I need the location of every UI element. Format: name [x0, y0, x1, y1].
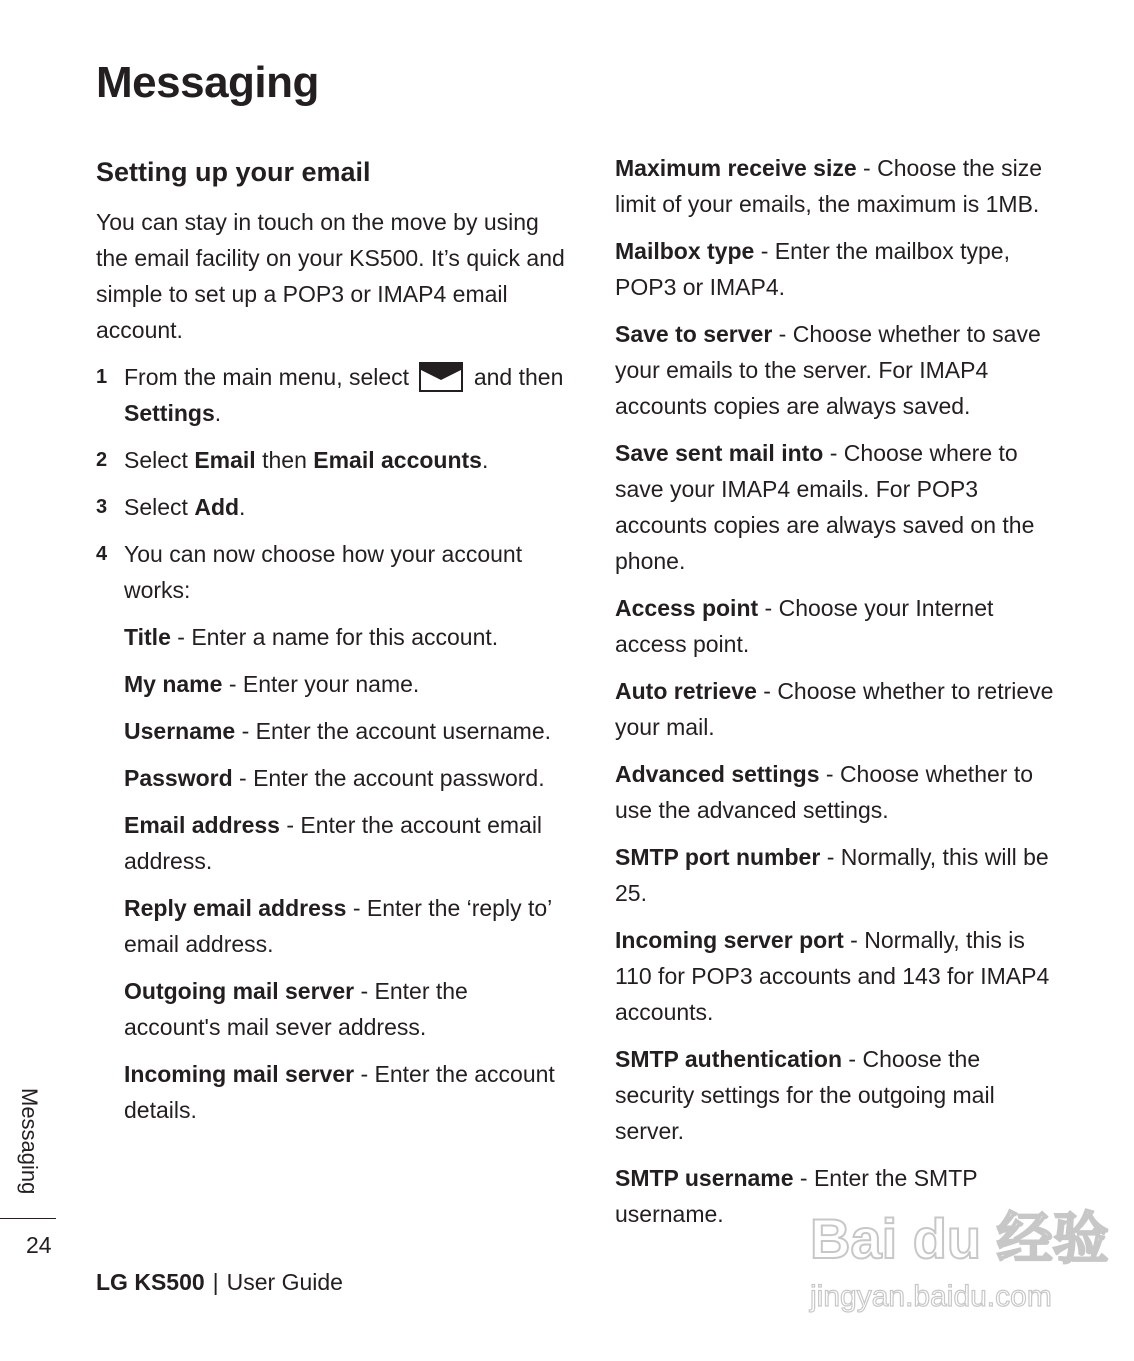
field-entry [124, 1056, 566, 1128]
field-description: - Choose the security settings for the outgoing mail server. [615, 1046, 995, 1144]
field-entry [615, 435, 1055, 579]
field-term: Outgoing mail server [124, 978, 355, 1004]
step-text: You can now choose how your account works: [124, 541, 523, 603]
step-4 [96, 536, 566, 608]
step-number: 4 [96, 543, 108, 565]
field-entry [615, 1041, 1055, 1149]
step-1 [96, 359, 566, 431]
step-text-part: Select [124, 494, 188, 520]
field-term: Maximum receive size [615, 155, 857, 181]
step-3 [96, 489, 566, 525]
field-description: - Normally, this is 110 for POP3 accounts and 143 for IMAP4 accounts. [615, 927, 1050, 1025]
field-entry [615, 590, 1055, 662]
field-entry [615, 839, 1055, 911]
field-entry [124, 807, 566, 879]
step-text-part: From the main menu, select [124, 364, 410, 390]
field-entry [615, 233, 1055, 305]
field-description: - Enter the ‘reply to’ email address. [124, 895, 552, 957]
footer [96, 1266, 343, 1298]
step-2 [96, 442, 566, 478]
side-tab-label: Messaging [17, 1088, 42, 1195]
baidu-watermark-logo [800, 1188, 1109, 1318]
field-entry [615, 673, 1055, 745]
field-description: - Choose whether to retrieve your mail. [615, 678, 1054, 740]
step-text [124, 359, 566, 431]
side-divider [0, 1218, 56, 1219]
field-description: - Choose where to save your IMAP4 emails. For POP3 accounts copies are always saved on the phone. [615, 440, 1035, 574]
step-text-part: then [262, 447, 307, 473]
field-term: Access point [615, 595, 759, 621]
field-term: SMTP port number [615, 844, 821, 870]
watermark-brand: Bai du 经验 [810, 1207, 1109, 1270]
field-entry [124, 666, 566, 702]
field-description: - Enter the SMTP username. [615, 1165, 978, 1227]
right-column [615, 150, 1055, 1243]
field-entry [615, 316, 1055, 424]
field-description: - Choose whether to use the advanced settings. [615, 761, 1034, 823]
field-term: SMTP authentication [615, 1046, 843, 1072]
field-entry [615, 922, 1055, 1030]
field-term: Username [124, 718, 236, 744]
field-term: My name [124, 671, 223, 697]
field-term: Email address [124, 812, 280, 838]
field-description: - Normally, this will be 25. [615, 844, 1049, 906]
field-description: - Choose your Internet access point. [615, 595, 994, 657]
field-entry [124, 713, 566, 749]
footer-model: LG KS500 [96, 1269, 205, 1295]
field-entry [124, 760, 566, 796]
field-entry [124, 890, 566, 962]
field-description: - Enter the mailbox type, POP3 or IMAP4. [615, 238, 1010, 300]
field-description: - Enter your name. [222, 671, 420, 697]
step-number: 1 [96, 366, 108, 388]
intro-paragraph: You can stay in touch on the move by using the email facility on your KS500. It’s quick and simple to set up a POP3 or IMAP4 email account. [96, 209, 565, 343]
field-term: Mailbox type [615, 238, 755, 264]
field-term: Auto retrieve [615, 678, 757, 704]
field-entry [615, 756, 1055, 828]
step-text-part: . [239, 494, 246, 520]
right-field-list [615, 150, 1055, 1232]
field-description: - Enter the account password. [232, 765, 545, 791]
field-entry [124, 619, 566, 655]
step-text [124, 442, 566, 478]
step-text-part: Select [124, 447, 188, 473]
footer-guide: User Guide [226, 1269, 343, 1295]
field-description: - Enter the account details. [124, 1061, 555, 1123]
watermark-url: jingyan.baidu.com [810, 1280, 1052, 1313]
step-bold-term: Email [194, 447, 256, 473]
left-field-list [96, 619, 566, 1128]
step-number: 3 [96, 496, 108, 518]
field-description: - Enter the account username. [235, 718, 552, 744]
step-bold-term: Settings [124, 400, 215, 426]
step-number: 2 [96, 449, 108, 471]
step-bold-term: Add [194, 494, 240, 520]
step-text-part: . [481, 447, 489, 473]
field-entry [124, 973, 566, 1045]
step-bold-term: Email accounts [313, 447, 482, 473]
field-term: Save to server [615, 321, 773, 347]
field-term: Save sent mail into [615, 440, 824, 466]
page-title: Messaging [96, 58, 319, 107]
step-text-part: . [214, 400, 222, 426]
field-term: Reply email address [124, 895, 347, 921]
field-term: Password [124, 765, 233, 791]
field-term: Title [124, 624, 171, 650]
field-description: - Enter the account email address. [124, 812, 543, 874]
step-text [124, 489, 566, 525]
field-term: Incoming server port [615, 927, 844, 953]
step-text-part: and then [473, 364, 564, 390]
field-description: - Choose whether to save your emails to the server. For IMAP4 accounts copies are always saved. [615, 321, 1041, 419]
envelope-icon [419, 362, 463, 392]
field-entry [615, 150, 1055, 222]
field-term: Advanced settings [615, 761, 820, 787]
field-term: Incoming mail server [124, 1061, 355, 1087]
field-description: - Enter a name for this account. [170, 624, 499, 650]
field-description: - Choose the size limit of your emails, the maximum is 1MB. [615, 155, 1043, 217]
field-term: SMTP username [615, 1165, 794, 1191]
footer-separator: | [212, 1269, 219, 1295]
left-column [96, 150, 566, 1139]
field-description: - Enter the account's mail sever address. [124, 978, 468, 1040]
page-number: 24 [26, 1232, 52, 1258]
section-heading: Setting up your email [96, 157, 371, 187]
